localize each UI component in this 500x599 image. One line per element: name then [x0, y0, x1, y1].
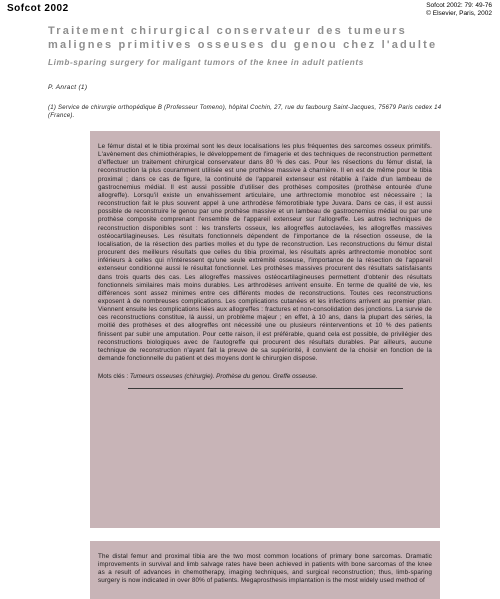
separator-line — [128, 388, 403, 389]
abstract-fr: Le fémur distal et le tibia proximal sont les deux localisations les plus fréquentes des sarcomes osseux primitifs. L'avènement des chimiothérapies, le développement de l'imagerie et des techniques de reconstruction permettent d'effectuer un traitement chirurgical conservateur dans 80 % des cas. Pour les résections du fémur distal, la reconstruction la plus couramment utilisée est une prothèse massive à charnière. Il en est de même pour le tibia proximal ; dans ce cas de figure, la continuité de l'appareil extenseur est rétablie à l'aide d'un lambeau de gastrocnemius médial. Il est aussi possible d'utiliser des prothèses composites (prothèse entourée d'une allogreffe). Lorsqu'il existe un envahissement articulaire, une arthrectomie monobloc est nécessaire ; la reconstruction fait le plus souvent appel à une arthrodèse fémorotibiale type Juvara. Dans ce cas, il est aussi possible de reconstruire le genou par une prothèse massive et un lambeau de gastrocnemius médial ou par une prothèse composite comprenant l'ensemble de l'appareil extenseur sur l'allogreffe. Les autres techniques de reconstruction disponibles sont : les transferts osseux, les allogreffes autoclavées, les allogreffes massives ostéocartilagineuses. Les résultats fonctionnels dépendent de l'importance de la résection osseuse, de la localisation, de la résection des parties molles et du type de reconstruction. Les reconstructions du fémur distal procurent des meilleurs résultats que celles du tibia proximal, les résultats après arthrectomie monobloc sont inférieurs à celles qui n'intéressent qu'une seule extrémité osseuse, l'importance de la résection de l'appareil extenseur conditionne aussi le résultat fonctionnel. Les prothèses massives procurent des résultats satisfaisants dans trois quarts des cas. Les allogreffes massives ostéocartilagineuses permettent d'obtenir des résultats fonctionnels similaires mais moins durables. Les arthrodèses arrivent ensuite. En terme de qualité de vie, les différences sont assez minimes entre ces différents modes de reconstructions. Toutes ces reconstructions exposent à de nombreuses complications. Les complications cutanées et les infections arrivent au premier plan. Viennent ensuite les complications liées aux allogreffes : fractures et non-consolidation des jonctions. La survie de ces reconstructions constitue, là aussi, un problème majeur ; en effet, à 10 ans, dans la plupart des séries, la moitié des prothèses et des allogreffes ont nécessité une ou plusieurs réinterventions et 10 % des patients finissent par subir une amputation. Pour cette raison, il est préférable, quand cela est possible, de privilégier des reconstructions biologiques avec de l'autogreffe qui procurent des résultats durables. Par ailleurs, aucune technique de reconstruction n'ayant fait la preuve de sa supériorité, il convient de la choisir en fonction de la demande fonctionnelle du patient et des moyens dont le chirurgien dispose. — [98, 143, 432, 363]
abstract-en-box — [90, 541, 440, 599]
article-title-en: Limb-sparing surgery for maligant tumors of the knee in adult patients — [48, 58, 364, 67]
author: P. Anract (1) — [48, 84, 88, 91]
publisher: © Elsevier, Paris, 2002 — [426, 10, 492, 17]
abstract-fr-box — [90, 131, 440, 528]
keywords — [98, 373, 432, 381]
keywords-list: Tumeurs osseuses (chirurgie). Prothèse du genou. Greffe osseuse. — [129, 373, 318, 381]
abstract-en: The distal femur and proximal tibia are the two most common locations of primary bone sarcomas. Dramatic improvements in survival and limb salvage rates have been achieved in patients with bone sarcomas of the knee as a result of advances in chemotherapy, imaging techniques, and surgical reconstruction; thus, limb-sparing surgery is now indicated in over 80% of patients. Megaprosthesis implantation is the most widely used method of — [98, 553, 432, 585]
citation: Sofcot 2002: 79: 49-76 — [426, 2, 492, 9]
keywords-label: Mots clés : — [98, 373, 129, 381]
article-title-fr: Traitement chirurgical conservateur des tumeurs malignes primitives osseuses du genou chez l'adulte — [48, 25, 438, 51]
journal-brand: Sofcot 2002 — [7, 3, 69, 14]
citation-block — [426, 2, 492, 18]
affiliation: (1) Service de chirurgie orthopédique B (Professeur Tomeno), hôpital Cochin, 27, rue du faubourg Saint-Jacques, 75679 Paris cedex 14 (France). — [48, 105, 442, 119]
